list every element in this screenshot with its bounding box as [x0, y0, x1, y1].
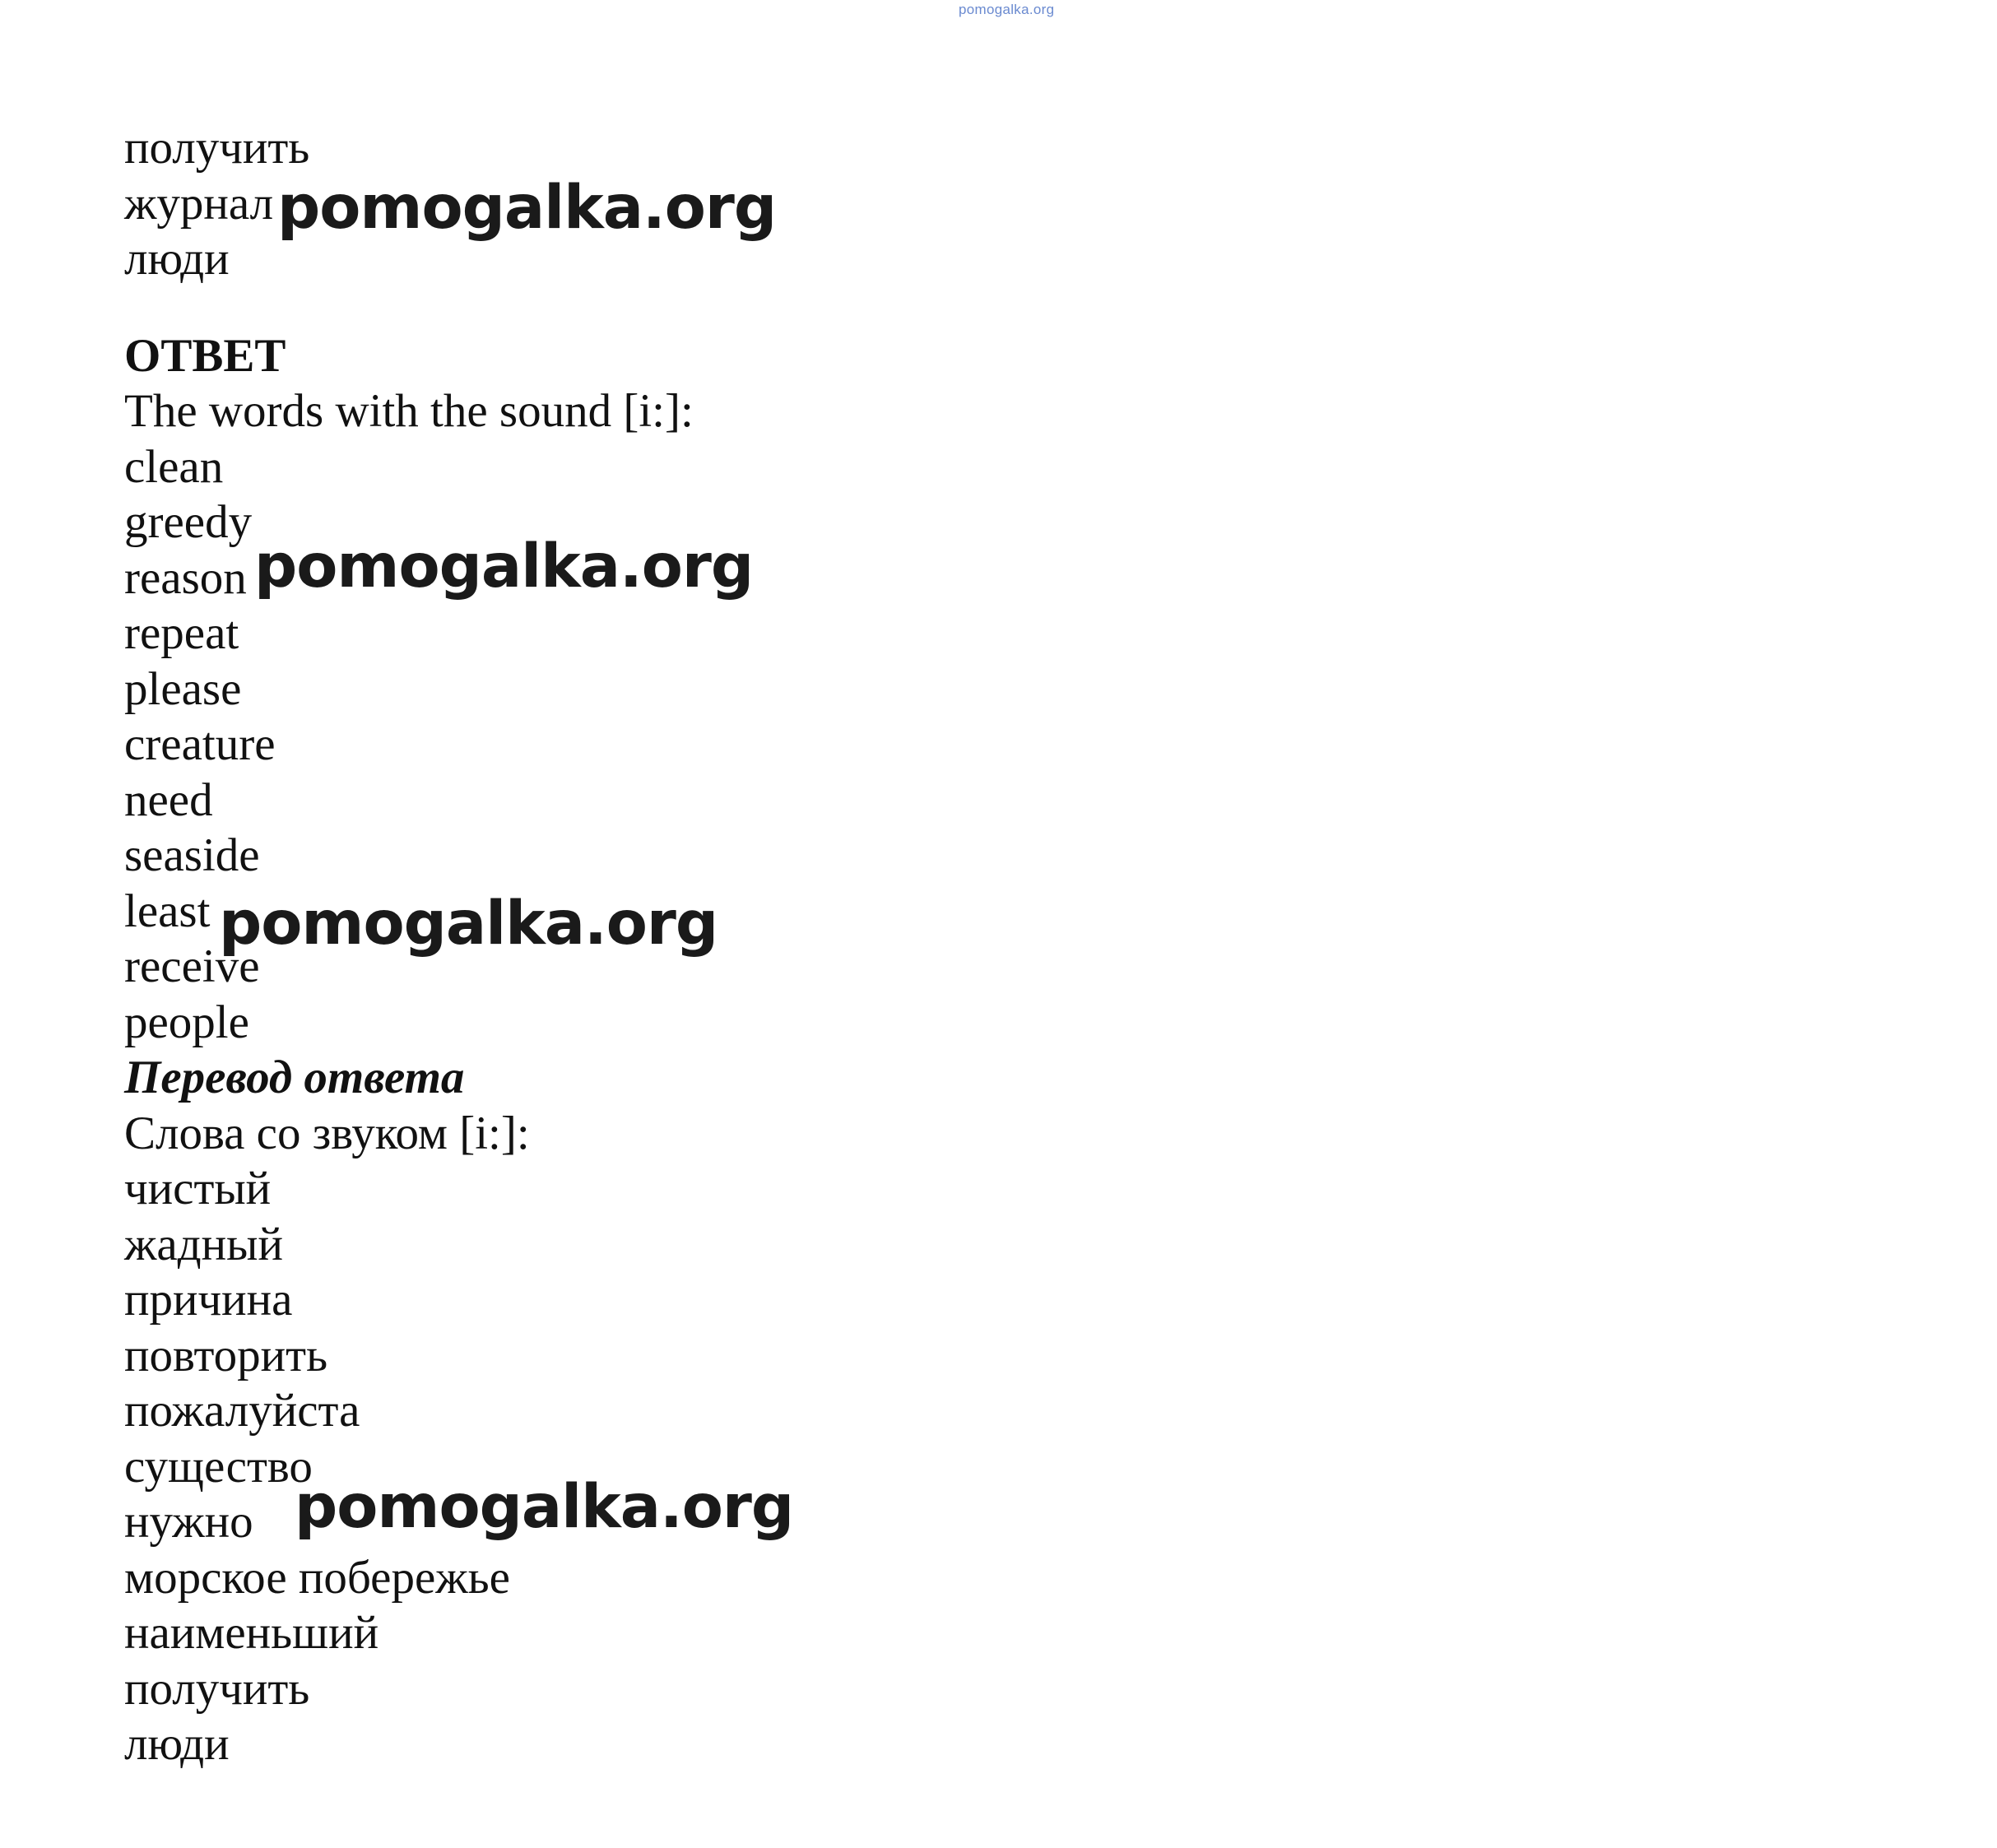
- translation-heading: Перевод ответа: [124, 1052, 465, 1103]
- list-item: морское побережье: [124, 1551, 510, 1604]
- answer-intro: The words with the sound [i:]:: [124, 385, 694, 437]
- list-item: people: [124, 996, 249, 1048]
- translation-intro: Слова со звуком [i:]:: [124, 1107, 530, 1159]
- list-item: люди: [124, 233, 230, 285]
- header-watermark: pomogalka.org: [959, 2, 1055, 17]
- watermark-text: pomogalka.org: [295, 1472, 794, 1542]
- list-item: least: [124, 885, 211, 937]
- list-item: repeat: [124, 607, 239, 659]
- list-item: жадный: [124, 1218, 283, 1270]
- list-item: журнал: [124, 177, 274, 230]
- list-item: clean: [124, 440, 224, 493]
- list-item: наименьший: [124, 1607, 379, 1659]
- watermark-text: pomogalka.org: [254, 532, 754, 601]
- list-item: пожалуйста: [124, 1385, 360, 1437]
- list-item: greedy: [124, 496, 253, 548]
- list-item: receive: [124, 940, 260, 992]
- list-item: получить: [124, 122, 310, 174]
- list-item: повторить: [124, 1329, 328, 1381]
- list-item: существо: [124, 1440, 313, 1493]
- list-item: creature: [124, 718, 276, 770]
- list-item: причина: [124, 1274, 293, 1326]
- list-item: нужно: [124, 1496, 253, 1548]
- list-item: чистый: [124, 1163, 272, 1214]
- list-item: reason: [124, 551, 247, 604]
- watermark-text: pomogalka.org: [277, 173, 777, 243]
- list-item: need: [124, 773, 213, 826]
- list-item: люди: [124, 1718, 230, 1770]
- answer-heading: ОТВЕТ: [124, 330, 286, 382]
- list-item: получить: [124, 1662, 310, 1715]
- watermark-text: pomogalka.org: [219, 889, 718, 959]
- list-item: please: [124, 662, 242, 715]
- list-item: seaside: [124, 829, 260, 881]
